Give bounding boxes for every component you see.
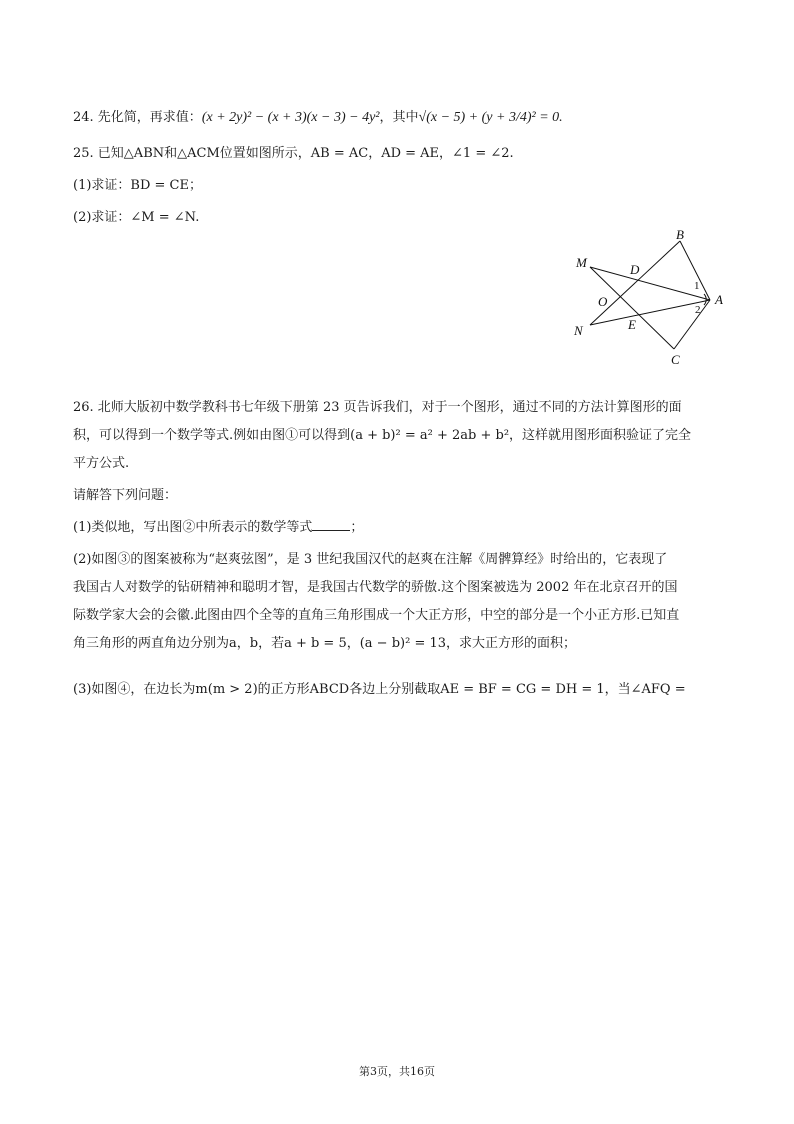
- label-angle-2: 2: [695, 304, 701, 316]
- q25-part2: (2)求证：∠M = ∠N.: [73, 210, 200, 225]
- label-angle-1: 1: [694, 280, 700, 292]
- q24-text: 24. 先化简，再求值：: [73, 110, 202, 125]
- q26-intro: [73, 394, 733, 478]
- answer-blank: [312, 518, 350, 531]
- segment-NB: [590, 241, 680, 325]
- q26-part2-line1: (2)如图③的图案被称为“赵爽弦图”，是 3 世纪我国汉代的赵爽在注解《周髀算经》时给出的，它表现了: [73, 552, 668, 567]
- q26-intro-line1: 26. 北师大版初中数学教科书七年级下册第 23 页告诉我们，对于一个图形，通过不同的方法计算图形的面: [73, 400, 682, 415]
- label-O: O: [598, 294, 608, 309]
- label-E: E: [628, 317, 636, 332]
- q26-intro-line2: 积，可以得到一个数学等式.例如由图①可以得到(a + b)² = a² + 2ab + b²，这样就用图形面积验证了完全: [73, 428, 692, 443]
- q26-part1: [73, 518, 733, 538]
- q24-condition: √(x − 5) + (y + 3/4)² = 0.: [418, 110, 563, 125]
- q26-part2-line3: 际数学家大会的会徽.此图由四个全等的直角三角形围成一个大正方形，中空的部分是一个小正方形.已知直: [73, 608, 680, 623]
- segment-MA: [590, 267, 710, 300]
- q26-part1-end: ；: [350, 520, 364, 535]
- label-A: A: [715, 292, 723, 307]
- angle-arc: [704, 294, 706, 305]
- q24-expression: (x + 2y)² − (x + 3)(x − 3) − 4y²: [201, 110, 380, 125]
- q26-part1-text: (1)类似地，写出图②中所表示的数学等式: [73, 520, 313, 535]
- label-C: C: [671, 352, 680, 367]
- q26-part2-line2: 我国古人对数学的钻研精神和聪明才智，是我国古代数学的骄傲.这个图案被选为 2002 年在北京召开的国: [73, 580, 678, 595]
- segment-CA: [674, 300, 710, 349]
- page-footer: 第3页，共16页: [359, 1065, 435, 1078]
- q24-condition-prefix: ，其中: [379, 110, 419, 125]
- q26-intro-line3: 平方公式.: [73, 456, 130, 471]
- q26-part3: (3)如图④，在边长为m(m > 2)的正方形ABCD各边上分别截取AE = BF = CG = DH = 1，当∠AFQ =: [73, 682, 686, 697]
- q26-part2: [73, 546, 733, 658]
- segment-NA: [590, 300, 710, 325]
- q25-part1: (1)求证：BD = CE；: [73, 178, 202, 193]
- q26-part2-line4: 角三角形的两直角边分别为a，b，若a + b = 5，(a − b)² = 13，求大正方形的面积；: [73, 636, 577, 651]
- q24-line: [73, 108, 733, 128]
- q26-prompt: 请解答下列问题：: [73, 488, 178, 503]
- label-M: M: [576, 255, 587, 270]
- label-B: B: [676, 227, 684, 242]
- label-N: N: [574, 323, 583, 338]
- q25-statement: 25. 已知△ABN和△ACM位置如图所示，AB = AC，AD = AE，∠1 = ∠2.: [73, 146, 514, 161]
- geometry-figure: [568, 225, 738, 370]
- label-D: D: [630, 262, 640, 277]
